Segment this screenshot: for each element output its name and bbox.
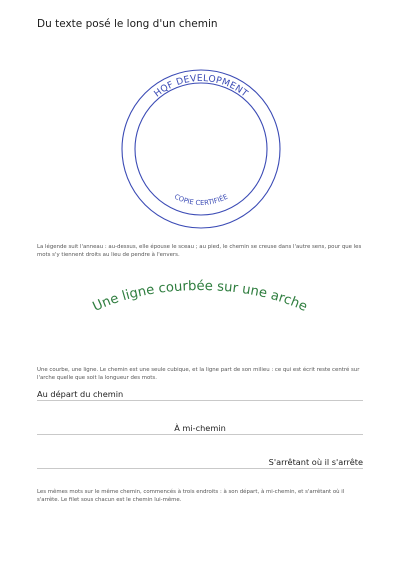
seal-caption: La légende suit l'anneau : au-dessus, elle épouse le sceau ; au pied, le chemin se creuse dans l'autre sens, pour que les mots s'y tiennent droits au lieu de pendre à l'envers.: [37, 244, 362, 258]
seal: [120, 68, 282, 230]
seal-inner-ring: [135, 83, 267, 215]
arch-figure: [80, 280, 320, 325]
offsets-caption: Les mêmes mots sur le même chemin, commencés à trois endroits : à son départ, à mi-chemin, et s'arrêtant où il s'arrête. Le filet sous chacun est le chemin lui-même.: [37, 489, 345, 503]
path-label-middle: À mi-chemin: [174, 423, 226, 433]
arch-text: Une ligne courbée sur une arche: [90, 278, 310, 315]
path-line-end: [37, 454, 363, 469]
path-label-start: Au départ du chemin: [37, 389, 124, 399]
path-label-end: S'arrêtant où il s'arrête: [268, 457, 363, 467]
seal-top-text: HQF DEVELOPMENT: [152, 72, 250, 100]
path-line-start: [37, 386, 363, 401]
page-title: Du texte posé le long d'un chemin: [37, 18, 218, 30]
path-line-middle: [37, 420, 363, 435]
seal-bottom-text: COPIE CERTIFIÉE: [172, 192, 230, 208]
arch-caption: Une courbe, une ligne. Le chemin est une seule cubique, et la ligne part de son milieu : ce qui est écrit reste centré sur l'arche quelle que soit la longueur des mots.: [37, 367, 360, 381]
